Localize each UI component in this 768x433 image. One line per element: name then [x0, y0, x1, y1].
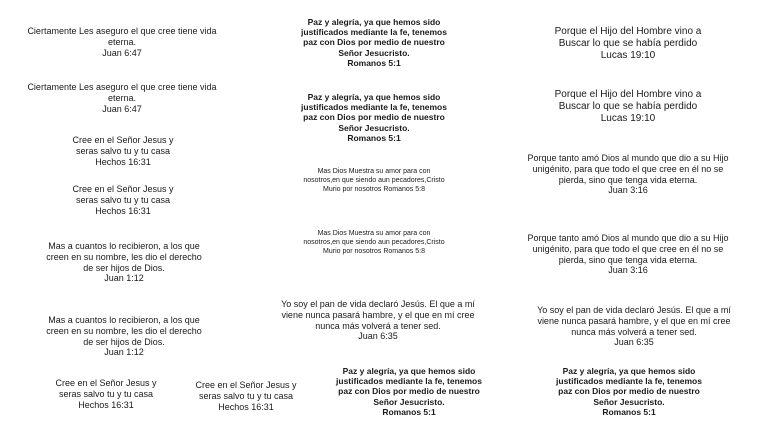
verse-romanos-5-1: Paz y alegría, ya que hemos sido justificados mediante la fe, tenemos paz con Dios por medio de nuestro Señor Jesucristo. Romanos 5:1 — [301, 17, 447, 68]
verse-lucas-19-10: Porque el Hijo del Hombre vino a Buscar lo que se había perdido Lucas 19:10 — [554, 26, 702, 61]
verse-juan-6-35: Yo soy el pan de vida declaró Jesús. El que a mí viene nunca pasará hambre, y el que en mí cree nunca más volverá a tener sed. Juan 6:35 — [537, 305, 731, 348]
verse-hechos-16-31: Cree en el Señor Jesus y seras salvo tu y tu casa Hechos 16:31 — [55, 378, 157, 410]
verse-romanos-5-1: Paz y alegría, ya que hemos sido justificados mediante la fe, tenemos paz con Dios por medio de nuestro Señor Jesucristo. Romanos 5:1 — [301, 92, 447, 143]
verse-juan-3-16: Porque tanto amó Dios al mundo que dio a su Hijo unigénito, para que todo el que cree en él no se pierda, sino que tenga vida eterna. Juan 3:16 — [527, 233, 729, 276]
verse-juan-6-47: Ciertamente Les aseguro el que cree tiene vida eterna. Juan 6:47 — [27, 26, 217, 58]
verse-romanos-5-8: Mas Dios Muestra su amor para con nosotros,en que siendo aun pecadores,Cristo Murio por nosotros Romanos 5:8 — [303, 168, 445, 193]
verse-hechos-16-31: Cree en el Señor Jesus y seras salvo tu y tu casa Hechos 16:31 — [195, 380, 297, 412]
verse-hechos-16-31: Cree en el Señor Jesus y seras salvo tu y tu casa Hechos 16:31 — [72, 184, 174, 216]
verse-romanos-5-8: Mas Dios Muestra su amor para con nosotros,en que siendo aun pecadores,Cristo Murio por nosotros Romanos 5:8 — [303, 230, 445, 255]
verse-romanos-5-1: Paz y alegría, ya que hemos sido justificados mediante la fe, tenemos paz con Dios por medio de nuestro Señor Jesucristo. Romanos 5:1 — [336, 366, 482, 417]
verse-romanos-5-1: Paz y alegría, ya que hemos sido justificados mediante la fe, tenemos paz con Dios por medio de nuestro Señor Jesucristo. Romanos 5:1 — [556, 366, 702, 417]
verse-juan-6-47: Ciertamente Les aseguro el que cree tiene vida eterna. Juan 6:47 — [27, 82, 217, 114]
verse-juan-1-12: Mas a cuantos lo recibieron, a los que creen en su nombre, les dio el derecho de ser hijos de Dios. Juan 1:12 — [46, 315, 202, 358]
verse-lucas-19-10: Porque el Hijo del Hombre vino a Buscar lo que se había perdido Lucas 19:10 — [554, 89, 702, 124]
verse-juan-1-12: Mas a cuantos lo recibieron, a los que creen en su nombre, les dio el derecho de ser hijos de Dios. Juan 1:12 — [46, 241, 202, 284]
verse-juan-3-16: Porque tanto amó Dios al mundo que dio a su Hijo unigénito, para que todo el que cree en él no se pierda, sino que tenga vida eterna. Juan 3:16 — [527, 153, 729, 196]
verse-juan-6-35: Yo soy el pan de vida declaró Jesús. El que a mí viene nunca pasará hambre, y el que en mí cree nunca más volverá a tener sed. Juan 6:35 — [281, 299, 475, 342]
verse-hechos-16-31: Cree en el Señor Jesus y seras salvo tu y tu casa Hechos 16:31 — [72, 135, 174, 167]
